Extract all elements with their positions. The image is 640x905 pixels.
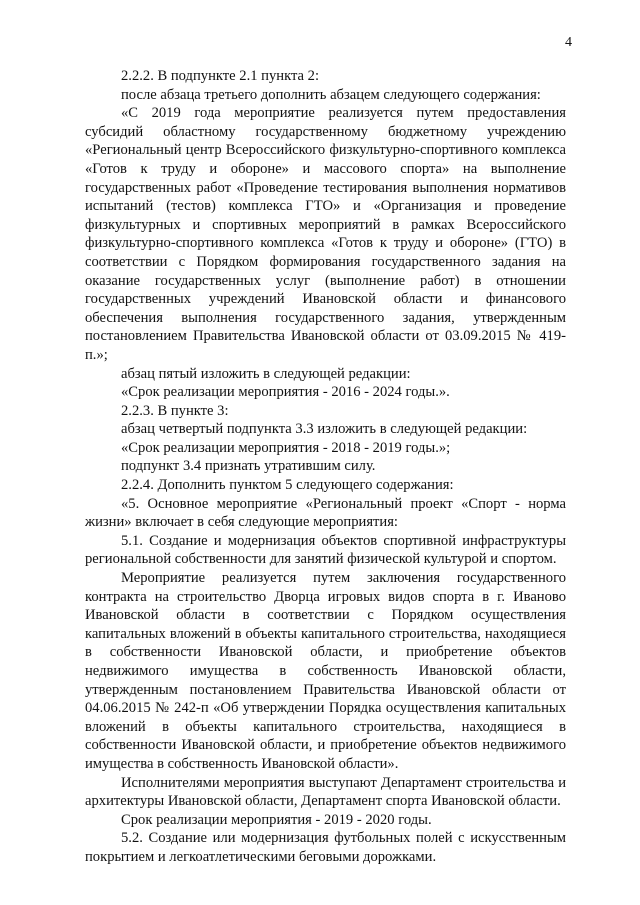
paragraph: абзац пятый изложить в следующей редакции:: [121, 365, 411, 382]
paragraph: «С 2019 года мероприятие реализуется путем предоставления субсидий областному государственному бюджетному учреждению «Региональный центр Всероссийского физкультурно-спортивного комплекса «Готов к труду и обороне» и массового спорта» на выполнение государственных работ «Проведение тестирования выполнения нормативов испытаний (тестов) комплекса ГТО» и «Организация и проведение физкультурных и спортивных мероприятий в рамках Всероссийского физкультурно-спортивного комплекса «Готов к труду и обороне» (ГТО) в соответствии с Порядком формирования государственного задания на оказание государственных услуг (выполнение работ) в отношении государственных учреждений Ивановской области и финансового обеспечения выполнения государственного задания, утвержденным постановлением Правительства Ивановской области от 03.09.2015 № 419-п.»;: [85, 105, 566, 363]
paragraph: Мероприятие реализуется путем заключения государственного контракта на строительство Дворца игровых видов спорта в г. Иваново Ивановской области в соответствии с Порядком осуществления капитальных вложений в объекты капитального строительства, находящиеся в собственности Ивановской области, и приобретение объектов недвижимого имущества в собственность Ивановской области, утвержденным постановлением Правительства Ивановской области от 04.06.2015 № 242-п «Об утверждении Порядка осуществления капитальных вложений в объекты капитального строительства, находящиеся в собственности Ивановской области, и приобретение объектов недвижимого имущества в собственность Ивановской области».: [85, 570, 566, 772]
paragraph: 2.2.2. В подпункте 2.1 пункта 2:: [121, 68, 320, 84]
paragraph: 5.1. Создание и модернизация объектов спортивной инфраструктуры региональной собственности для занятий физической культурой и спортом.: [85, 532, 566, 568]
paragraph: 5.2. Создание или модернизация футбольных полей с искусственным покрытием и легкоатлетическими беговыми дорожками.: [85, 830, 566, 865]
paragraph: «Срок реализации мероприятия - 2016 - 2024 годы.».: [121, 384, 450, 401]
paragraph: «Срок реализации мероприятия - 2018 - 2019 годы.»;: [121, 439, 451, 456]
paragraph: Срок реализации мероприятия - 2019 - 2020 годы.: [121, 811, 432, 828]
paragraph: «5. Основное мероприятие «Региональный проект «Спорт - норма жизни» включает в себя следующие мероприятия:: [85, 495, 566, 531]
paragraph: Исполнителями мероприятия выступают Департамент строительства и архитектуры Ивановской области, Департамент спорта Ивановской области.: [85, 774, 566, 810]
paragraph: 2.2.3. В пункте 3:: [121, 402, 229, 419]
paragraph: абзац четвертый подпункта 3.3 изложить в следующей редакции:: [121, 421, 528, 438]
paragraph: подпункт 3.4 признать утратившим силу.: [121, 458, 376, 475]
document-body: [85, 67, 566, 867]
paragraph: после абзаца третьего дополнить абзацем следующего содержания:: [121, 86, 541, 103]
paragraph: 2.2.4. Дополнить пунктом 5 следующего содержания:: [121, 477, 454, 494]
page-number: 4: [565, 35, 572, 50]
